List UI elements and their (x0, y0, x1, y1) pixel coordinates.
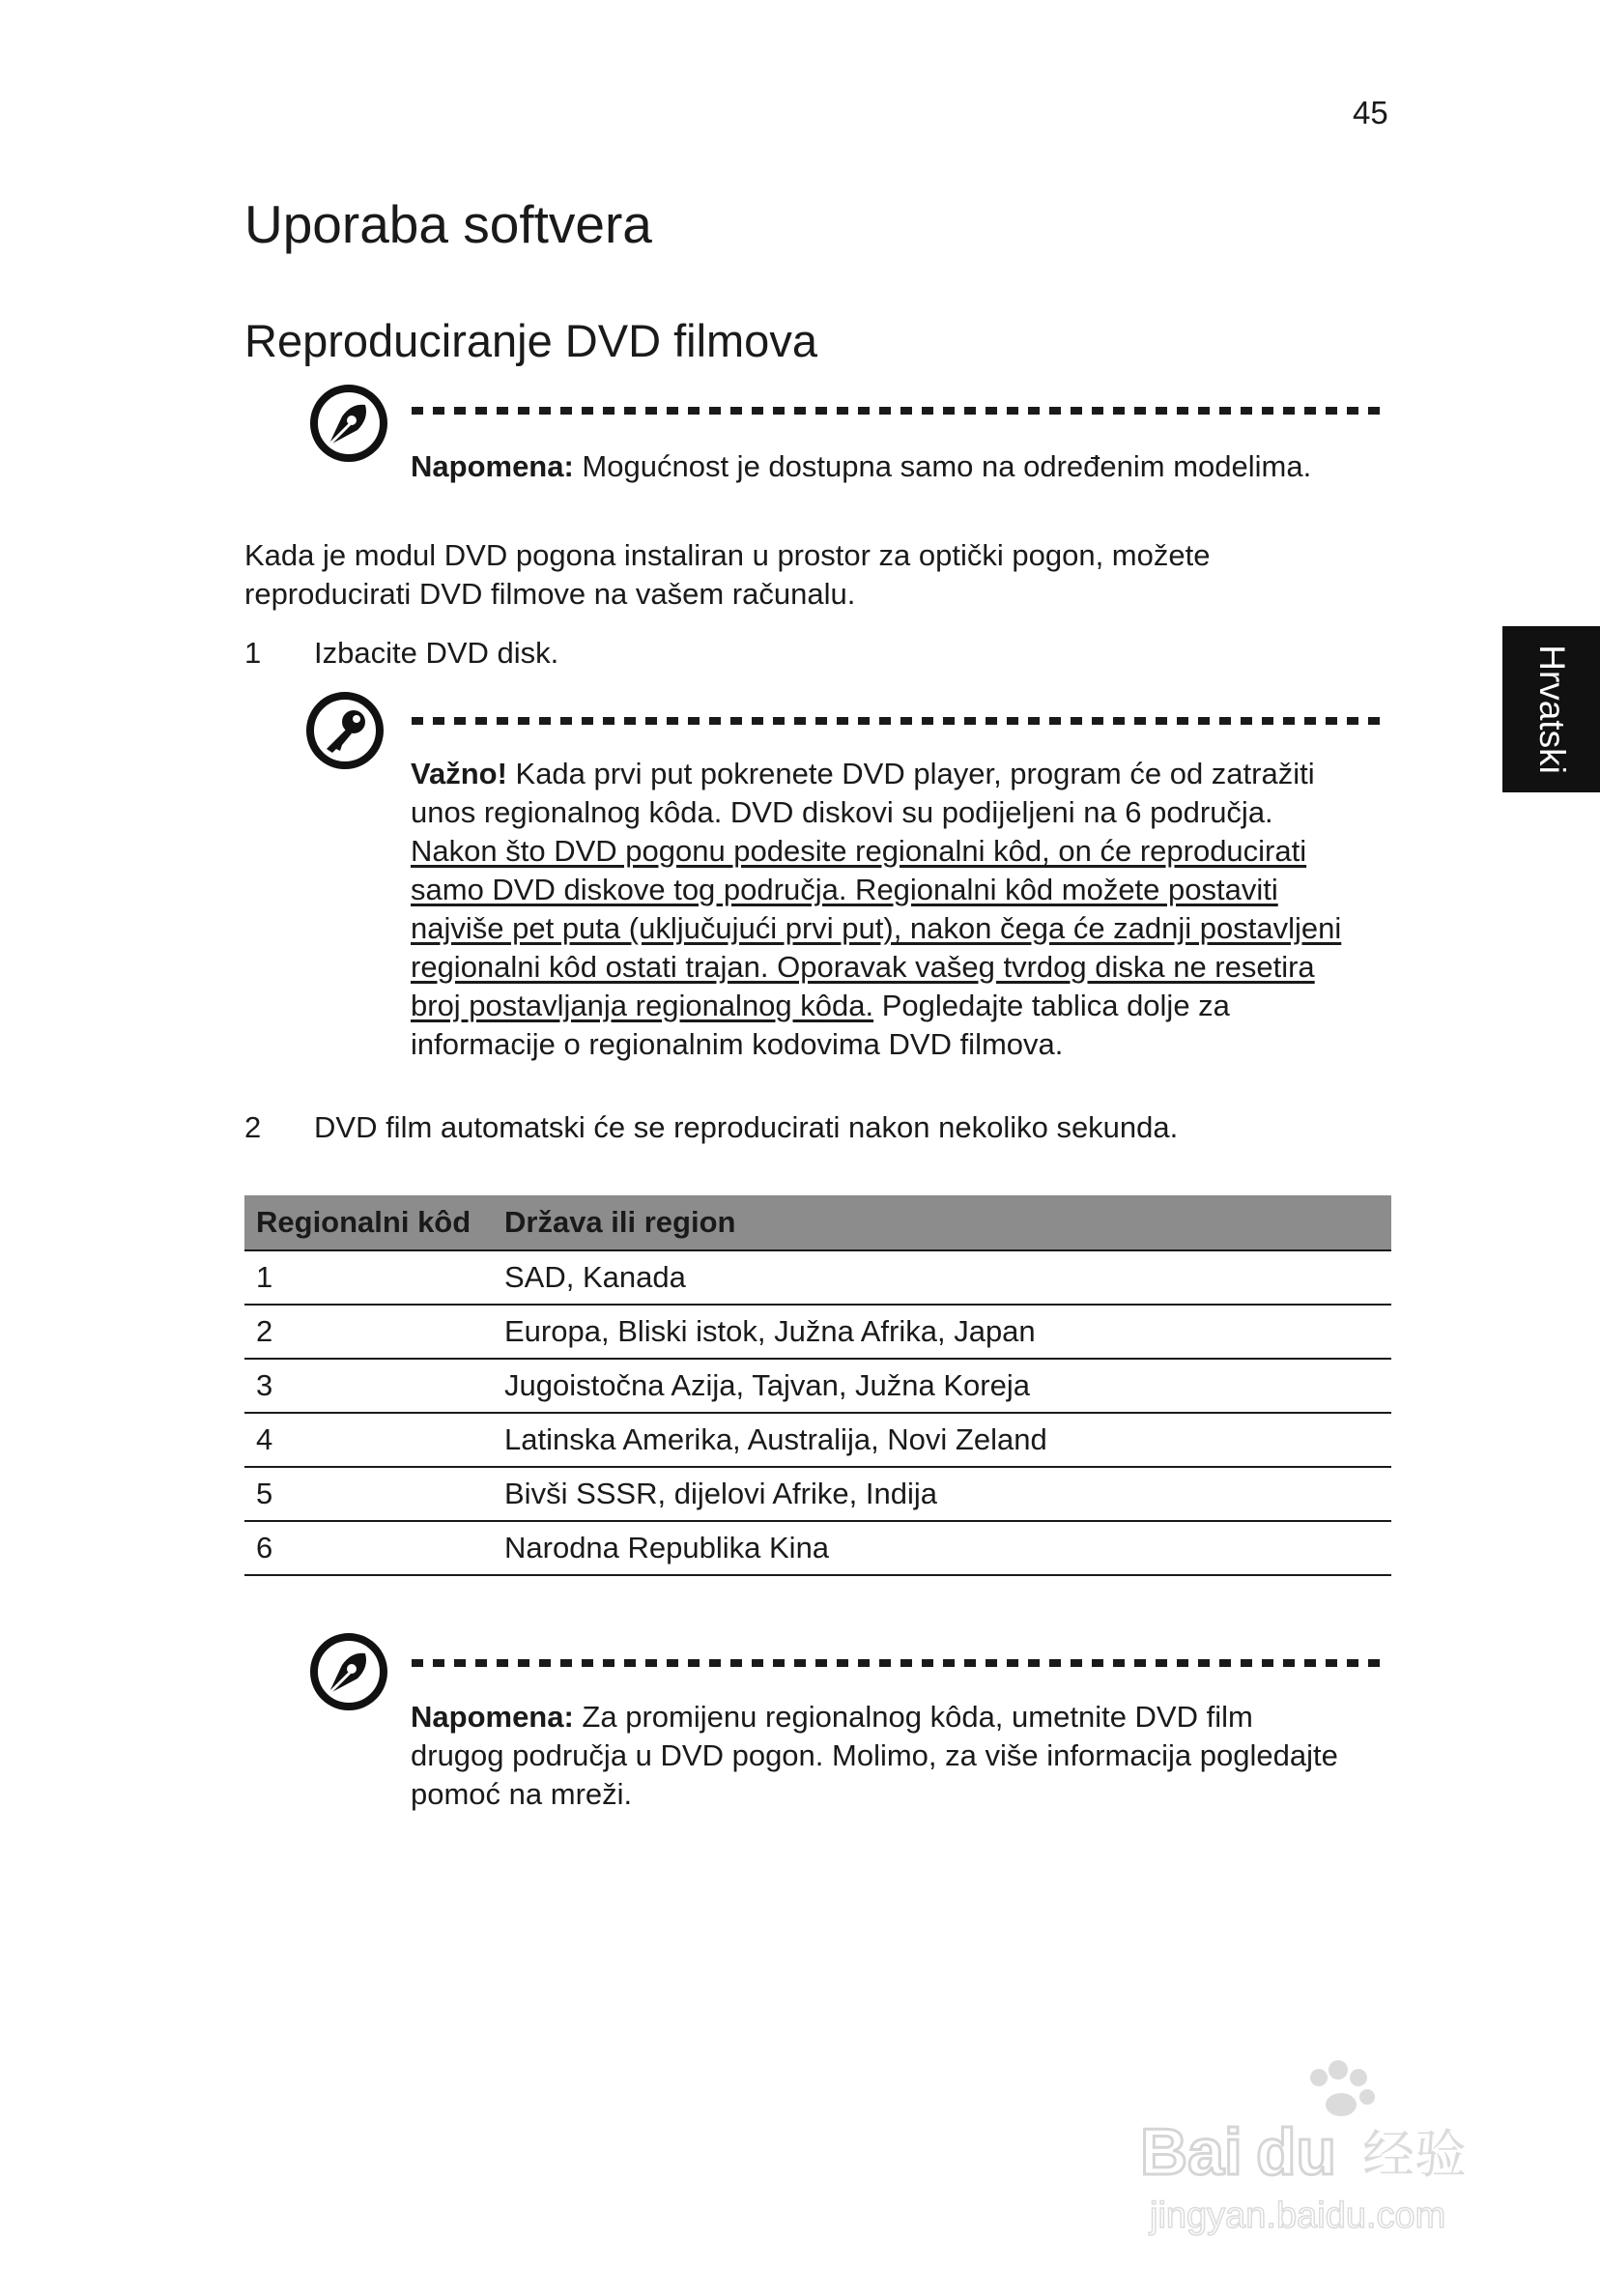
important-underlined-line: Nakon što DVD pogonu podesite regionalni kôd, on će reproducirati (411, 834, 1307, 868)
important-line: informacije o regionalnim kodovima DVD filmova. (411, 1027, 1064, 1061)
note-label: Napomena: (411, 1700, 574, 1734)
important-line: Pogledajte tablica dolje za (873, 989, 1230, 1022)
page-number: 45 (1353, 95, 1388, 130)
chapter-title: Uporaba softvera (244, 194, 652, 254)
note-block (307, 1630, 1389, 1823)
svg-text:jingyan.baidu.com: jingyan.baidu.com (1150, 2196, 1446, 2236)
note-body: Mogućnost je dostupna samo na određenim modelima. (573, 449, 1312, 483)
region-name-cell: SAD, Kanada (493, 1250, 1391, 1305)
important-underlined-line: samo DVD diskove tog područja. Regionalni kôd možete postaviti (411, 873, 1278, 906)
table-header-row (244, 1195, 1391, 1250)
important-text (411, 755, 1389, 1064)
region-name-cell: Latinska Amerika, Australija, Novi Zeland (493, 1413, 1391, 1467)
note-label: Napomena: (411, 449, 574, 483)
svg-text:Bai: Bai (1140, 2115, 1243, 2189)
region-code-cell: 1 (244, 1250, 493, 1305)
dashed-divider (412, 717, 1389, 725)
table-header-cell: Regionalni kôd (244, 1195, 493, 1250)
note-line: pomoć na mreži. (411, 1777, 633, 1811)
region-name-cell: Narodna Republika Kina (493, 1521, 1391, 1575)
important-block (307, 689, 1389, 1076)
step-2 (244, 1108, 1178, 1147)
note-block (307, 382, 1389, 498)
step-1 (244, 634, 558, 673)
step-text: DVD film automatski će se reproducirati nakon nekoliko sekunda. (314, 1110, 1179, 1144)
intro-line: Kada je modul DVD pogona instaliran u prostor za optički pogon, možete (244, 538, 1211, 572)
region-name-cell: Jugoistočna Azija, Tajvan, Južna Koreja (493, 1359, 1391, 1413)
pen-note-icon (307, 382, 390, 465)
region-code-cell: 2 (244, 1305, 493, 1359)
table-header-cell: Država ili region (493, 1195, 1391, 1250)
key-important-icon (303, 689, 386, 772)
note-line: Za promijenu regionalnog kôda, umetnite DVD film (573, 1700, 1253, 1734)
svg-text:经验: 经验 (1362, 2124, 1467, 2185)
note-text (411, 1698, 1389, 1814)
table-row (244, 1359, 1391, 1413)
svg-text:du: du (1256, 2115, 1337, 2189)
important-underlined-line: broj postavljanja regionalnog kôda. (411, 989, 874, 1022)
note-text (411, 447, 1389, 486)
region-code-cell: 3 (244, 1359, 493, 1413)
step-number: 1 (244, 636, 262, 670)
table-row (244, 1413, 1391, 1467)
table-row (244, 1250, 1391, 1305)
important-line: unos regionalnog kôda. DVD diskovi su podijeljeni na 6 područja. (411, 795, 1273, 829)
important-label: Važno! (411, 757, 507, 790)
table-row (244, 1521, 1391, 1575)
region-code-cell: 4 (244, 1413, 493, 1467)
region-code-table (244, 1195, 1391, 1576)
language-tab (1502, 626, 1600, 792)
pen-note-icon (307, 1630, 390, 1713)
important-underlined-line: najviše pet puta (uključujući prvi put), nakon čega će zadnji postavljeni (411, 911, 1342, 945)
dashed-divider (412, 407, 1389, 415)
intro-paragraph (244, 536, 1404, 614)
dashed-divider (412, 1659, 1389, 1667)
step-text: Izbacite DVD disk. (314, 636, 559, 670)
section-title: Reproduciranje DVD filmova (244, 315, 817, 366)
intro-line: reproducirati DVD filmove na vašem računalu. (244, 577, 856, 611)
baidu-watermark-logo (1121, 2049, 1507, 2242)
important-line: Kada prvi put pokrenete DVD player, program će od zatražiti (506, 757, 1315, 790)
important-underlined-line: regionalni kôd ostati trajan. Oporavak vašeg tvrdog diska ne resetira (411, 950, 1315, 984)
table-row (244, 1305, 1391, 1359)
region-name-cell: Europa, Bliski istok, Južna Afrika, Japan (493, 1305, 1391, 1359)
region-name-cell: Bivši SSSR, dijelovi Afrike, Indija (493, 1467, 1391, 1521)
step-number: 2 (244, 1110, 262, 1144)
note-line: drugog područja u DVD pogon. Molimo, za više informacija pogledajte (411, 1738, 1338, 1772)
region-code-cell: 5 (244, 1467, 493, 1521)
region-code-cell: 6 (244, 1521, 493, 1575)
table-row (244, 1467, 1391, 1521)
language-tab-label: Hrvatski (1531, 645, 1572, 774)
